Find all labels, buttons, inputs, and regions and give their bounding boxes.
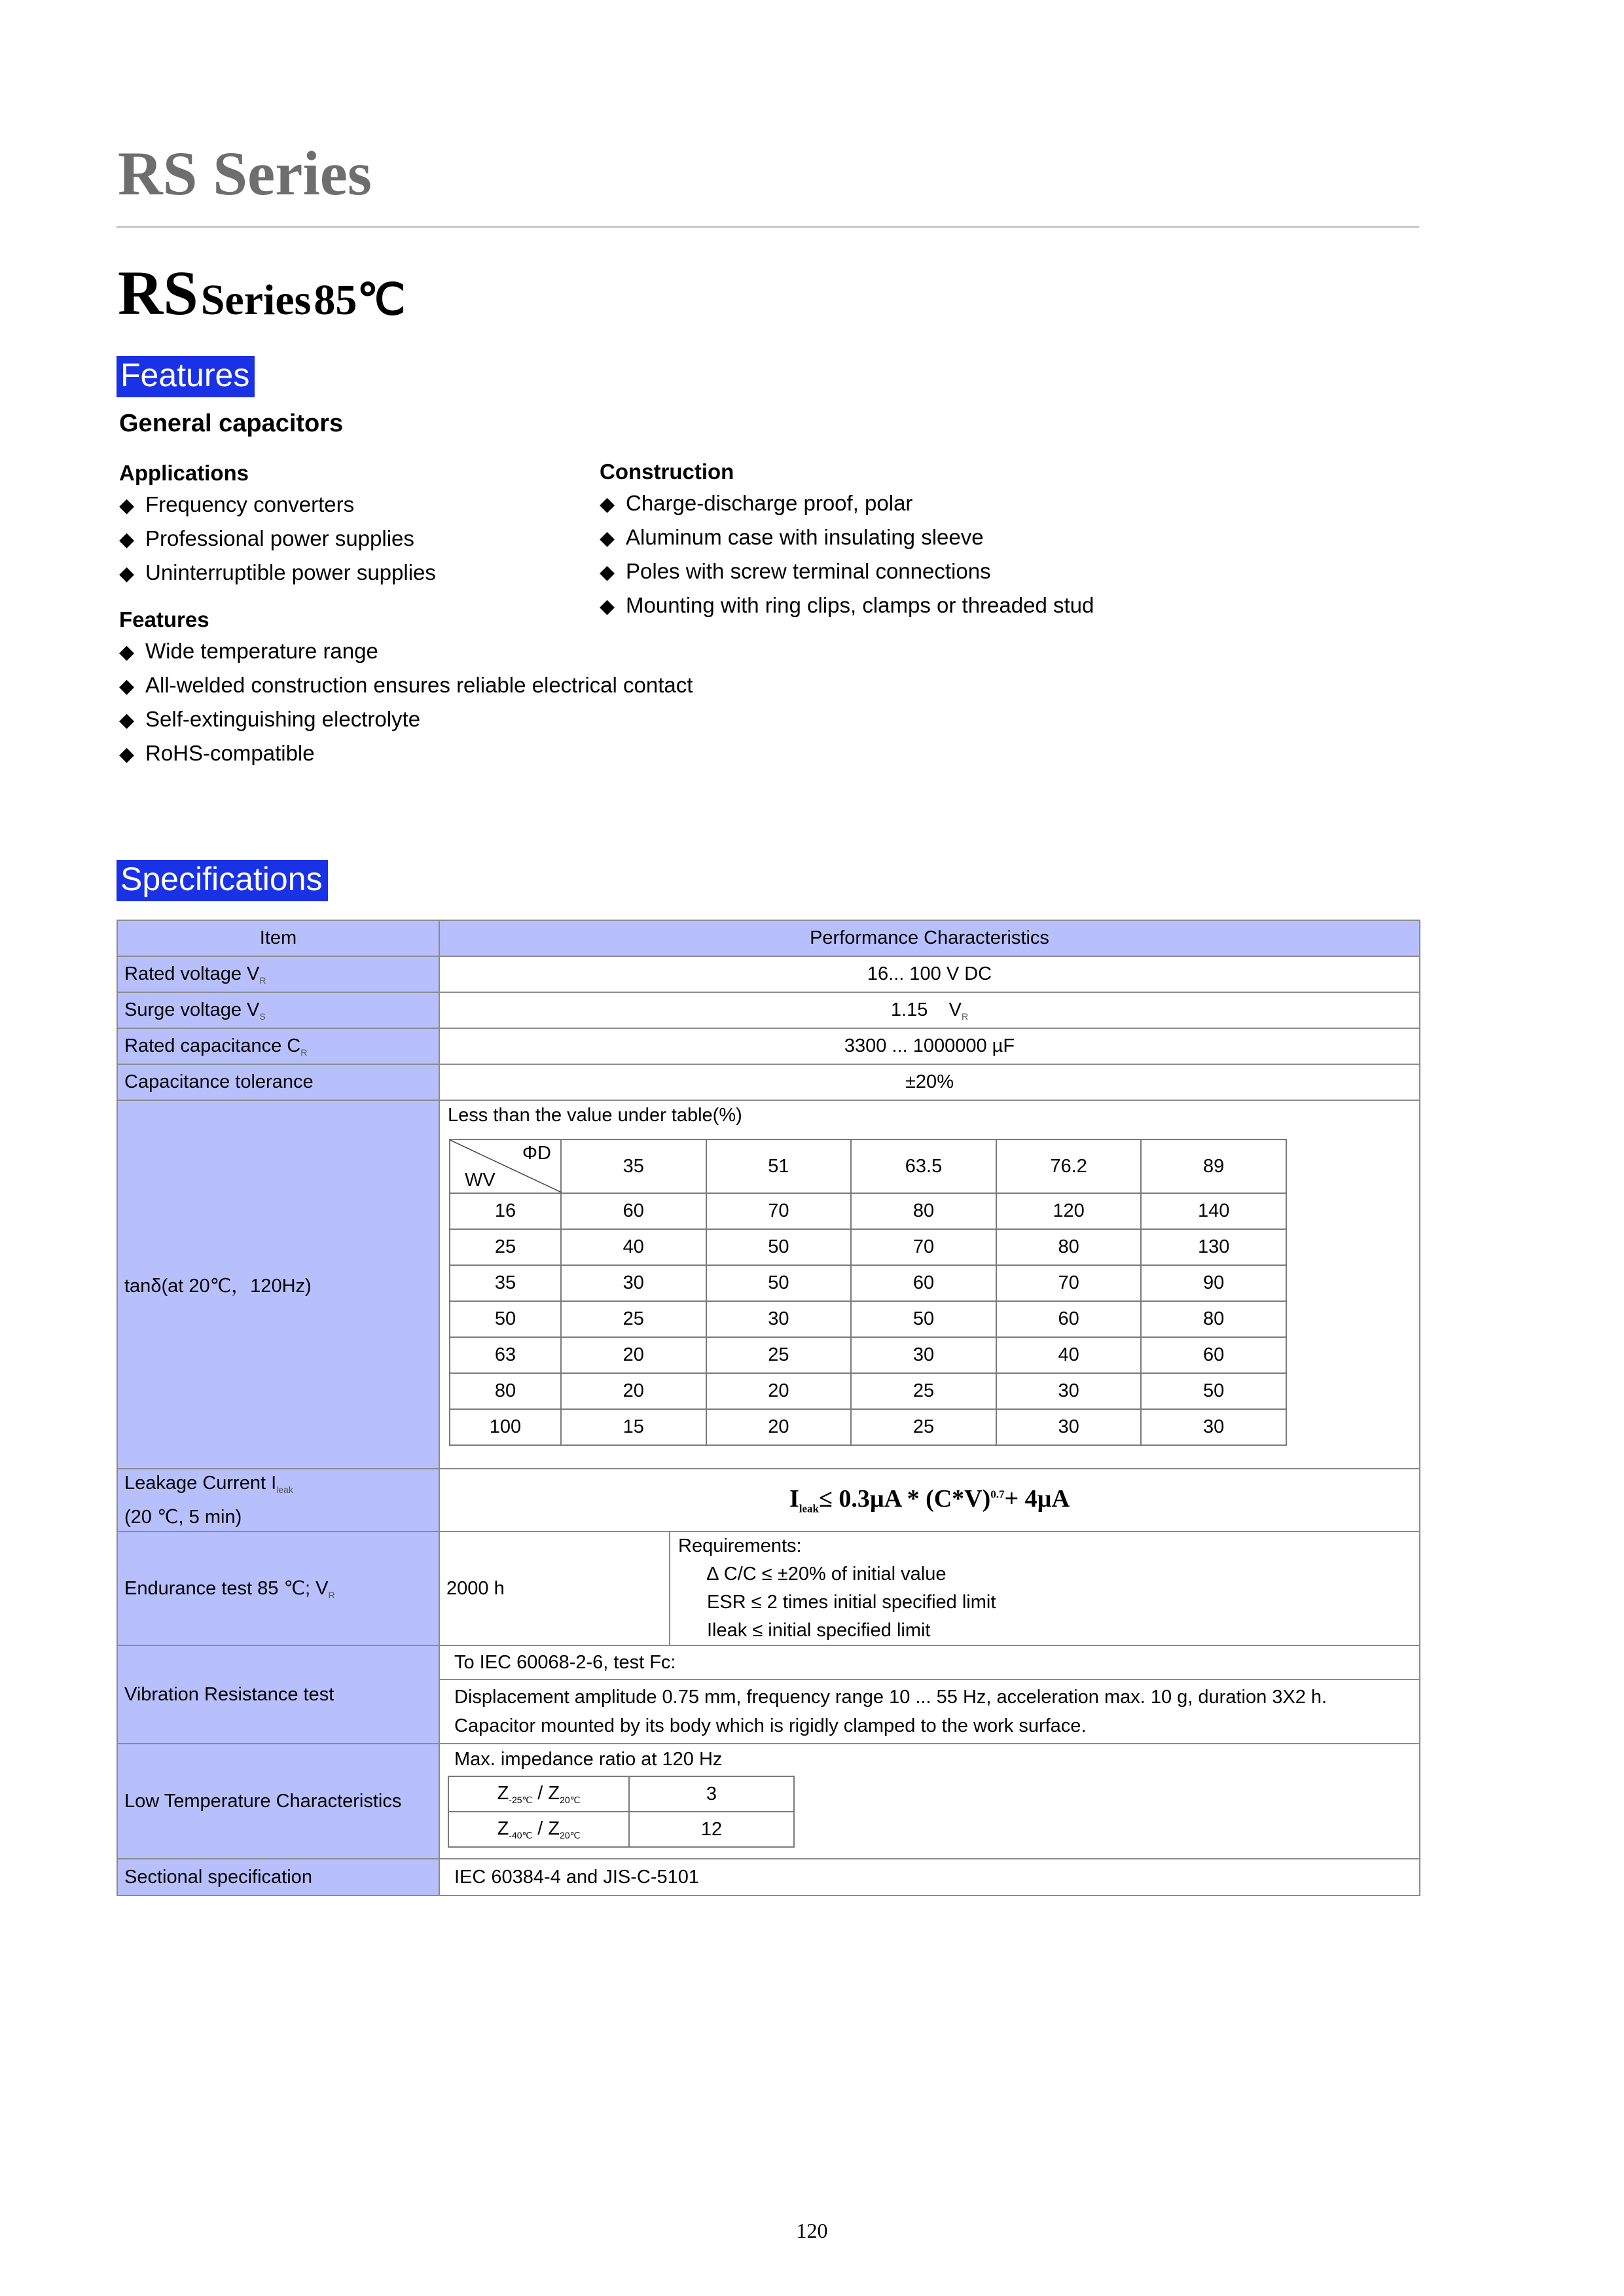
general-heading: General capacitors (119, 410, 344, 437)
tan-value-cell: 120 (996, 1193, 1142, 1229)
list-item: ◆ Wide temperature range (119, 635, 693, 669)
applications-section (119, 458, 436, 590)
voltage-cell: 50 (450, 1301, 561, 1337)
list-item: ◆ All-welded construction ensures reliable electrical contact (119, 669, 693, 703)
page-number: 120 (796, 2219, 828, 2242)
tan-value-cell: 60 (996, 1301, 1142, 1337)
specifications-badge: Specifications (117, 860, 328, 901)
tan-value-cell: 25 (851, 1409, 996, 1445)
features-badge: Features (117, 356, 255, 397)
row-value: 3300 ... 1000000 µF (439, 1028, 1420, 1064)
tan-value-cell: 30 (996, 1373, 1142, 1409)
endurance-hours: 2000 h (439, 1532, 670, 1645)
diamond-bullet-icon: ◆ (600, 528, 615, 549)
diameter-header: 89 (1141, 1139, 1286, 1193)
tan-row (450, 1229, 1286, 1265)
tan-value-cell: 70 (996, 1265, 1142, 1301)
row-label: Leakage Current $I_{leak}$ (20 ℃, 5 min) (117, 1469, 439, 1532)
tan-value-cell: 50 (706, 1229, 852, 1265)
tan-value-cell: 60 (561, 1193, 706, 1229)
page-header-title: RS Series (118, 139, 372, 208)
impedance-ratio-value: 3 (629, 1776, 794, 1812)
corner-cell (450, 1139, 561, 1193)
list-item: ◆ Aluminum case with insulating sleeve (600, 521, 1094, 555)
list-item: ◆ Poles with screw terminal connections (600, 555, 1094, 589)
construction-section (600, 457, 1094, 623)
leakage-formula: $I_{leak}\le 0.3\mu A * (C*V)^{0.7}+ 4\mu A$ (439, 1469, 1420, 1532)
header-item: Item (117, 920, 439, 956)
features-heading: Features (119, 607, 209, 632)
diameter-label: ΦD (522, 1143, 551, 1164)
diameter-header: 51 (706, 1139, 852, 1193)
table-row (117, 1064, 1420, 1100)
list-item: ◆ Frequency converters (119, 488, 436, 522)
diameter-header: 76.2 (996, 1139, 1142, 1193)
row-label: Rated voltage $V_R$ (117, 956, 439, 992)
impedance-ratio-label: $Z_{-25℃} / Z_{20℃}$ (448, 1776, 629, 1812)
voltage-cell: 63 (450, 1337, 561, 1373)
voltage-cell: 35 (450, 1265, 561, 1301)
diamond-bullet-icon: ◆ (119, 641, 135, 663)
voltage-cell: 25 (450, 1229, 561, 1265)
diamond-bullet-icon: ◆ (600, 562, 615, 583)
table-row (117, 1645, 1420, 1744)
list-item: ◆ Charge-discharge proof, polar (600, 487, 1094, 521)
tan-value-cell: 20 (706, 1409, 852, 1445)
tan-value-cell: 130 (1141, 1229, 1286, 1265)
tan-value-cell: 80 (1141, 1301, 1286, 1337)
table-row (117, 1532, 1420, 1645)
diamond-bullet-icon: ◆ (600, 596, 615, 617)
table-row (117, 956, 1420, 992)
tan-value-cell: 60 (851, 1265, 996, 1301)
list-item: ◆ RoHS-compatible (119, 737, 693, 771)
series-temp: 85℃ (314, 276, 406, 324)
list-item: ◆ Uninterruptible power supplies (119, 556, 436, 590)
diamond-bullet-icon: ◆ (119, 709, 135, 731)
tan-row (450, 1193, 1286, 1229)
row-label: Rated capacitance $C_R$ (117, 1028, 439, 1064)
endurance-requirements: Requirements: ∆ C/C ≤ ±20% of initial value ESR ≤ 2 times initial specified limit Ileak ≤ initial specified limit (670, 1532, 1420, 1645)
tan-value-cell: 30 (1141, 1409, 1286, 1445)
tan-header-row (450, 1139, 1286, 1193)
header-divider (117, 226, 1419, 228)
tan-value-cell: 20 (561, 1373, 706, 1409)
tan-row (450, 1409, 1286, 1445)
vibration-details: Displacement amplitude 0.75 mm, frequency range 10 ... 55 Hz, acceleration max. 10 g, duration 3X2 h. Capacitor mounted by its body which is rigidly clamped to the work surface. (454, 1687, 1327, 1736)
tan-value-cell: 70 (851, 1229, 996, 1265)
tan-value-cell: 70 (706, 1193, 852, 1229)
row-label: Endurance test 85 ℃; $V_R$ (117, 1532, 439, 1645)
tan-value-cell: 80 (996, 1229, 1142, 1265)
diamond-bullet-icon: ◆ (600, 493, 615, 515)
voltage-cell: 80 (450, 1373, 561, 1409)
tan-delta-table (449, 1139, 1287, 1446)
tan-value-cell: 50 (1141, 1373, 1286, 1409)
series-word: Series (200, 276, 312, 324)
construction-heading: Construction (600, 459, 734, 484)
tan-cell (439, 1100, 1420, 1469)
tan-row (450, 1301, 1286, 1337)
lowtemp-note: Max. impedance ratio at 120 Hz (454, 1749, 723, 1770)
row-value: 1.15 $V_R$ (439, 992, 1420, 1028)
table-row (117, 1469, 1420, 1532)
tan-value-cell: 15 (561, 1409, 706, 1445)
tan-value-cell: 20 (706, 1373, 852, 1409)
row-value: IEC 60384-4 and JIS-C-5101 (439, 1859, 1420, 1895)
specifications-table (117, 920, 1420, 1896)
table-row (117, 1859, 1420, 1895)
tan-value-cell: 30 (996, 1409, 1142, 1445)
impedance-ratio-table (448, 1776, 795, 1848)
tan-note: Less than the value under table(%) (448, 1105, 742, 1126)
tan-value-cell: 60 (1141, 1337, 1286, 1373)
series-title (118, 258, 406, 328)
voltage-cell: 16 (450, 1193, 561, 1229)
features-section (119, 605, 693, 771)
header-performance: Performance Characteristics (439, 920, 1420, 956)
tan-value-cell: 80 (851, 1193, 996, 1229)
table-header-row (117, 920, 1420, 956)
list-item: ◆ Mounting with ring clips, clamps or threaded stud (600, 589, 1094, 623)
impedance-row (448, 1776, 794, 1812)
list-item: ◆ Self-extinguishing electrolyte (119, 703, 693, 737)
diameter-header: 63.5 (851, 1139, 996, 1193)
diamond-bullet-icon: ◆ (119, 495, 135, 516)
tan-row (450, 1373, 1286, 1409)
tan-row (450, 1265, 1286, 1301)
vibration-standard: To IEC 60068-2-6, test Fc: (440, 1646, 1419, 1680)
row-label: tanδ(at 20℃，120Hz) (117, 1100, 439, 1469)
diameter-header: 35 (561, 1139, 706, 1193)
voltage-cell: 100 (450, 1409, 561, 1445)
voltage-label: WV (465, 1170, 496, 1191)
table-row (117, 992, 1420, 1028)
tan-value-cell: 30 (706, 1301, 852, 1337)
tan-value-cell: 20 (561, 1337, 706, 1373)
lowtemp-cell (439, 1744, 1420, 1859)
diamond-bullet-icon: ◆ (119, 529, 135, 550)
row-value: ±20% (439, 1064, 1420, 1100)
tan-value-cell: 30 (851, 1337, 996, 1373)
row-label: Capacitance tolerance (117, 1064, 439, 1100)
tan-value-cell: 40 (561, 1229, 706, 1265)
tan-value-cell: 25 (706, 1337, 852, 1373)
diamond-bullet-icon: ◆ (119, 675, 135, 697)
row-label: Sectional specification (117, 1859, 439, 1895)
table-row (117, 1744, 1420, 1859)
impedance-ratio-value: 12 (629, 1812, 794, 1847)
row-value: 16... 100 V DC (439, 956, 1420, 992)
tan-value-cell: 90 (1141, 1265, 1286, 1301)
tan-value-cell: 50 (706, 1265, 852, 1301)
tan-value-cell: 25 (561, 1301, 706, 1337)
row-label: Surge voltage $V_S$ (117, 992, 439, 1028)
row-label: Vibration Resistance test (117, 1645, 439, 1744)
tan-value-cell: 25 (851, 1373, 996, 1409)
tan-value-cell: 30 (561, 1265, 706, 1301)
impedance-row (448, 1812, 794, 1847)
tan-value-cell: 140 (1141, 1193, 1286, 1229)
applications-heading: Applications (119, 461, 249, 485)
tan-value-cell: 40 (996, 1337, 1142, 1373)
list-item: ◆ Professional power supplies (119, 522, 436, 556)
table-row-tan (117, 1100, 1420, 1469)
vibration-cell (439, 1645, 1420, 1744)
tan-row (450, 1337, 1286, 1373)
diamond-bullet-icon: ◆ (119, 563, 135, 584)
impedance-ratio-label: $Z_{-40℃} / Z_{20℃}$ (448, 1812, 629, 1847)
table-row (117, 1028, 1420, 1064)
row-label: Low Temperature Characteristics (117, 1744, 439, 1859)
tan-value-cell: 50 (851, 1301, 996, 1337)
series-code: RS (118, 258, 198, 328)
diamond-bullet-icon: ◆ (119, 744, 135, 765)
